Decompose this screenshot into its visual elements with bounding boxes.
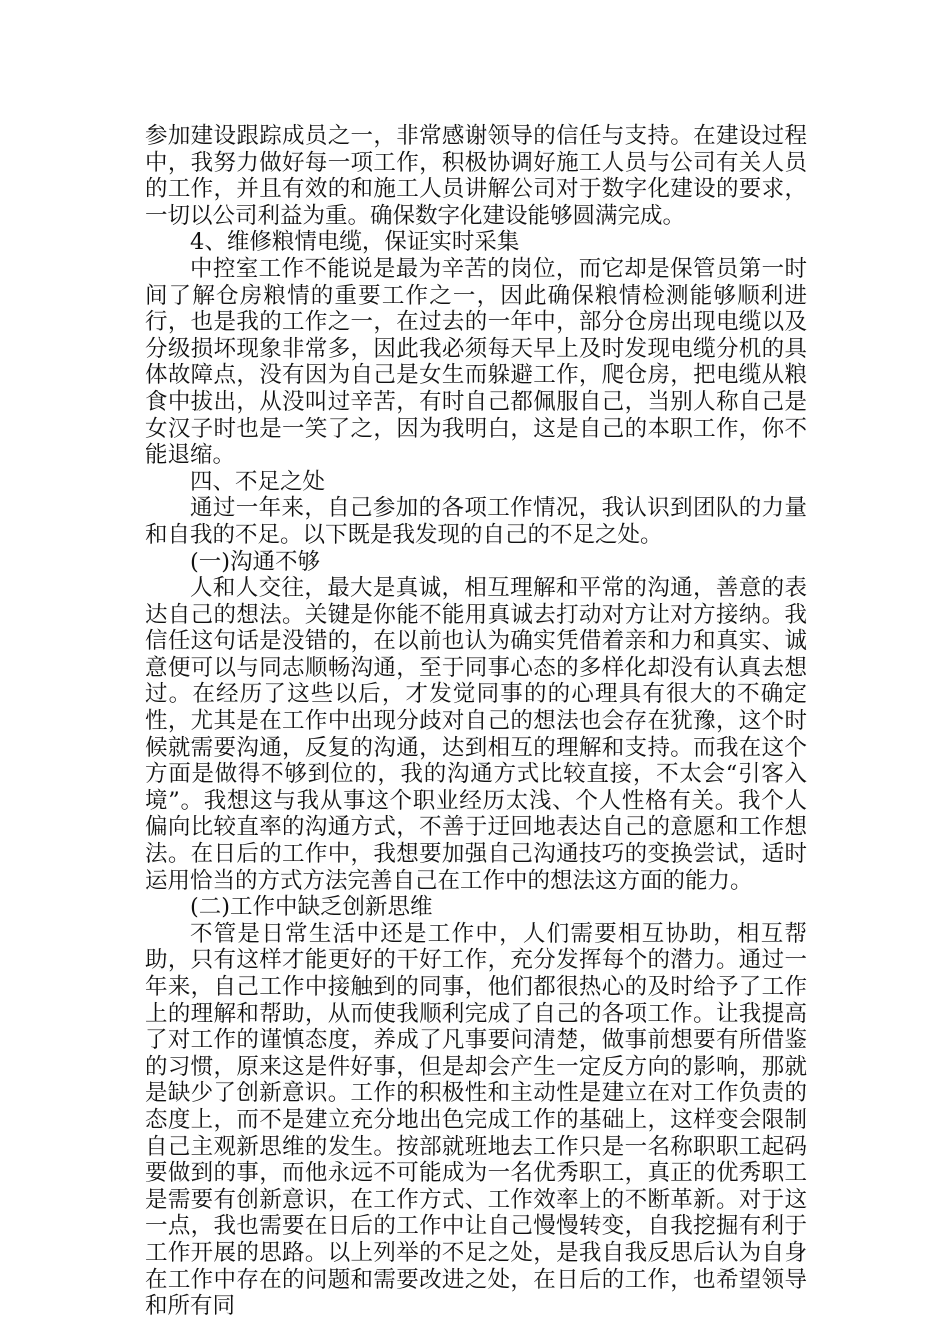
paragraph-innovation: 不管是日常生活中还是工作中，人们需要相互协助，相互帮助，只有这样才能更好的干好工作，充分发挥每个的潜力。通过一年来，自己工作中接触到的同事，他们都很热心的及时给予了工作上的理解和帮助，从而使我顺利完成了自己的各项工作。让我提高了对工作的谨慎态度，养成了凡事要问清楚，做事前想要有所借鉴的习惯，原来这是件好事，但是却会产生一定反方向的影响，那就是缺少了创新意识。工作的积极性和主动性是建立在对工作负责的态度上，而不是建立充分地出色完成工作的基础上，这样变会限制自己主观新思维的发生。按部就班地去工作只是一名称职职工起码要做到的事，而他永远不可能成为一名优秀职工，真正的优秀职工是需要有创新意识，在工作方式、工作效率上的不断革新。对于这一点，我也需要在日后的工作中让自己慢慢转变，自我挖掘有利于工作开展的思路。以上列举的不足之处，是我自我反思后认为自身在工作中存在的问题和需要改进之处，在日后的工作，也希望领导和所有同 — [145, 920, 807, 1320]
paragraph-communication: 人和人交往，最大是真诚，相互理解和平常的沟通，善意的表达自己的想法。关键是你能不能用真诚去打动对方让对方接纳。我信任这句话是没错的，在以前也认为确实凭借着亲和力和真实、诚意便可以与同志顺畅沟通，至于同事心态的多样化却没有认真去想过。在经历了这些以后，才发觉同事的的心理具有很大的不确定性，尤其是在工作中出现分歧对自己的想法也会存在犹豫，这个时候就需要沟通，反复的沟通，达到相互的理解和支持。而我在这个方面是做得不够到位的，我的沟通方式比较直接，不太会“引客入境”。我想这与我从事这个职业经历太浅、个人性格有关。我个人偏向比较直率的沟通方式，不善于迂回地表达自己的意愿和工作想法。在日后的工作中，我想要加强自己沟通技巧的变换尝试，适时运用恰当的方式方法完善自己在工作中的想法这方面的能力。 — [145, 575, 807, 894]
heading-insufficient-communication: (一)沟通不够 — [190, 548, 321, 575]
heading-cable-maintenance: 4、维修粮情电缆，保证实时采集 — [190, 229, 520, 256]
paragraph-control-room: 中控室工作不能说是最为辛苦的岗位，而它却是保管员第一时间了解仓房粮情的重要工作之一，因此确保粮情检测能够顺利进行，也是我的工作之一，在过去的一年中，部分仓房出现电缆以及分级损坏现象非常多，因此我必须每天早上及时发现电缆分机的具体故障点，没有因为自己是女生而躲避工作，爬仓房，把电缆从粮食中拔出，从没叫过辛苦，有时自己都佩服自己，当别人称自己是女汉子时也是一笑了之，因为我明白，这是自己的本职工作，你不能退缩。 — [145, 255, 807, 469]
heading-lack-of-innovation: (二)工作中缺乏创新思维 — [190, 894, 433, 921]
heading-shortcomings: 四、不足之处 — [190, 468, 326, 495]
paragraph-shortcomings-intro: 通过一年来，自己参加的各项工作情况，我认识到团队的力量和自我的不足。以下既是我发现的自己的不足之处。 — [145, 495, 807, 548]
document-page — [145, 123, 807, 1320]
paragraph-construction-tracking: 参加建设跟踪成员之一，非常感谢领导的信任与支持。在建设过程中，我努力做好每一项工作，积极协调好施工人员与公司有关人员的工作，并且有效的和施工人员讲解公司对于数字化建设的要求，一切以公司利益为重。确保数字化建设能够圆满完成。 — [145, 123, 807, 229]
